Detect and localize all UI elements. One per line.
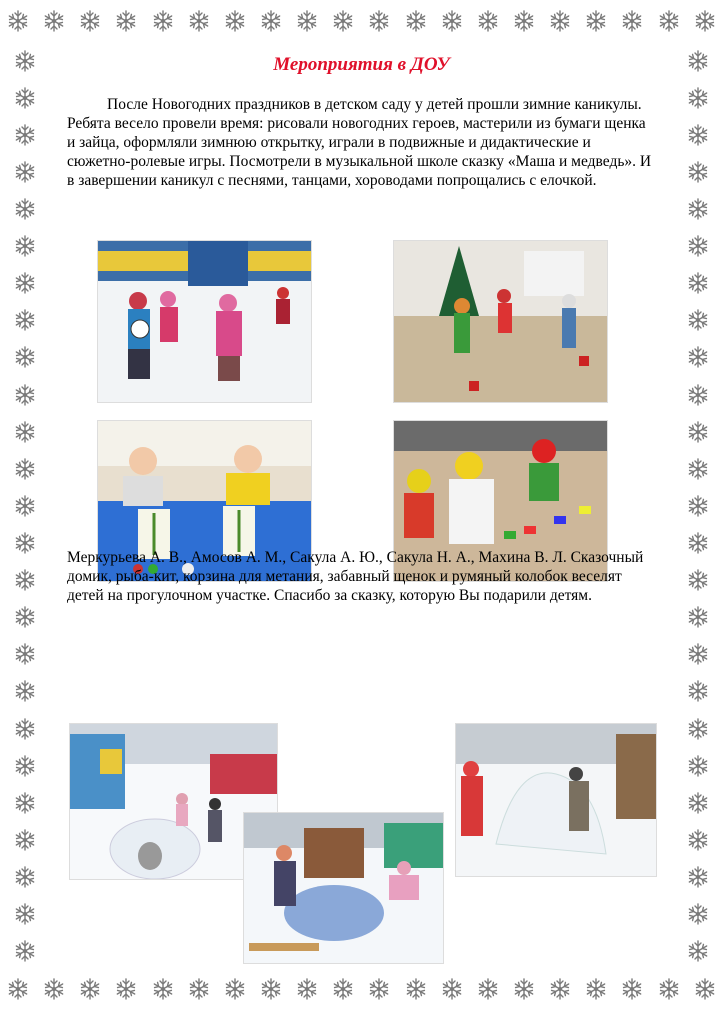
border-left [8, 42, 42, 970]
snowflake-icon [13, 86, 37, 110]
snowflake-icon [584, 9, 608, 33]
snowflake-icon [686, 679, 710, 703]
snowflake-icon [686, 865, 710, 889]
snowflake-icon [331, 9, 355, 33]
snowflake-icon [686, 457, 710, 481]
snowflake-icon [686, 828, 710, 852]
snowflake-icon [13, 383, 37, 407]
snowflake-icon [404, 9, 428, 33]
snowflake-icon [13, 939, 37, 963]
snowflake-icon [693, 977, 717, 1001]
snowflake-icon [42, 977, 66, 1001]
page-title: Мероприятия в ДОУ [273, 54, 450, 75]
snowflake-icon [223, 9, 247, 33]
snowflake-icon [620, 9, 644, 33]
border-top [0, 4, 723, 38]
border-bottom [0, 972, 723, 1006]
snowflake-icon [686, 568, 710, 592]
snowflake-icon [404, 977, 428, 1001]
snowflake-icon [686, 717, 710, 741]
snowflake-icon [620, 977, 644, 1001]
snowflake-icon [367, 977, 391, 1001]
snowflake-icon [686, 791, 710, 815]
snowflake-icon [686, 308, 710, 332]
snowflake-icon [13, 754, 37, 778]
snowflake-icon [13, 865, 37, 889]
snowflake-icon [6, 9, 30, 33]
snowflake-icon [13, 679, 37, 703]
snowflake-icon [686, 531, 710, 555]
snowflake-icon [13, 568, 37, 592]
snowflake-icon [78, 977, 102, 1001]
snowflake-icon [693, 9, 717, 33]
snowflake-icon [295, 9, 319, 33]
border-right [681, 42, 715, 970]
snowflake-icon [686, 271, 710, 295]
snowflake-icon [686, 197, 710, 221]
snowflake-icon [13, 234, 37, 258]
snowflake-icon [440, 977, 464, 1001]
snowflake-icon [13, 791, 37, 815]
snowflake-icon [686, 345, 710, 369]
snowflake-icon [13, 531, 37, 555]
snowflake-icon [13, 717, 37, 741]
snowflake-icon [13, 420, 37, 444]
snowflake-icon [42, 9, 66, 33]
snowflake-icon [476, 977, 500, 1001]
snowflake-icon [13, 605, 37, 629]
snowflake-icon [686, 754, 710, 778]
snowflake-icon [13, 457, 37, 481]
snowflake-icon [686, 383, 710, 407]
snowflake-icon [512, 9, 536, 33]
snowflake-icon [13, 345, 37, 369]
snowflake-icon [331, 977, 355, 1001]
snowflake-icon [686, 86, 710, 110]
snowflake-icon [6, 977, 30, 1001]
snowflake-icon [13, 902, 37, 926]
snowflake-icon [259, 977, 283, 1001]
snowflake-icon [440, 9, 464, 33]
snowflake-icon [686, 160, 710, 184]
snowflake-icon [686, 123, 710, 147]
snowflake-icon [13, 642, 37, 666]
snowflake-icon [584, 977, 608, 1001]
snowflake-icon [548, 9, 572, 33]
snowflake-icon [13, 123, 37, 147]
snowflake-icon [512, 977, 536, 1001]
snowflake-icon [13, 160, 37, 184]
snowflake-icon [686, 939, 710, 963]
snowflake-icon [295, 977, 319, 1001]
snowflake-icon [114, 977, 138, 1001]
event-paragraph: Меркурьева А. В., Амосов А. М., Сакула А. Ю., Сакула Н. А., Махина В. Л. Сказочный домик, рыба-кит, корзина для метания, забавный щенок и румяный колобок веселят детей на прогулочном участке. Спасибо за сказку, которую Вы подарили детям. [67, 549, 644, 604]
snowflake-icon [686, 642, 710, 666]
photo-snow-fish [455, 723, 657, 877]
snowflake-icon [259, 9, 283, 33]
snowflake-icon [548, 977, 572, 1001]
snowflake-icon [13, 271, 37, 295]
photo-children-snow [97, 240, 312, 403]
snowflake-icon [476, 9, 500, 33]
snowflake-icon [187, 977, 211, 1001]
photo-music-hall [393, 240, 608, 403]
intro-paragraph: После Новогодних праздников в детском саду у детей прошли зимние каникулы. Ребята весело провели время: рисовали новогодних героев, мастерили из бумаги щенка и зайца, оформляли зимнюю открытку, играли в подвижные и дидактические и сюжетно-ролевые игры. Посмотрели в музыкальной школе сказку «Маша и медведь». И в завершении каникул с песнями, танцами, хороводами попрощались с елочкой. [67, 96, 652, 189]
snowflake-icon [686, 605, 710, 629]
snowflake-icon [151, 977, 175, 1001]
snowflake-icon [686, 420, 710, 444]
snowflake-icon [13, 197, 37, 221]
snowflake-icon [13, 494, 37, 518]
snowflake-icon [367, 9, 391, 33]
snowflake-icon [13, 308, 37, 332]
snowflake-icon [686, 234, 710, 258]
snowflake-icon [13, 828, 37, 852]
snowflake-icon [114, 9, 138, 33]
snowflake-icon [657, 9, 681, 33]
snowflake-icon [686, 902, 710, 926]
snowflake-icon [686, 494, 710, 518]
photo-snow-shelter [243, 812, 444, 964]
snowflake-icon [151, 9, 175, 33]
snowflake-icon [78, 9, 102, 33]
snowflake-icon [187, 9, 211, 33]
snowflake-icon [657, 977, 681, 1001]
snowflake-icon [223, 977, 247, 1001]
